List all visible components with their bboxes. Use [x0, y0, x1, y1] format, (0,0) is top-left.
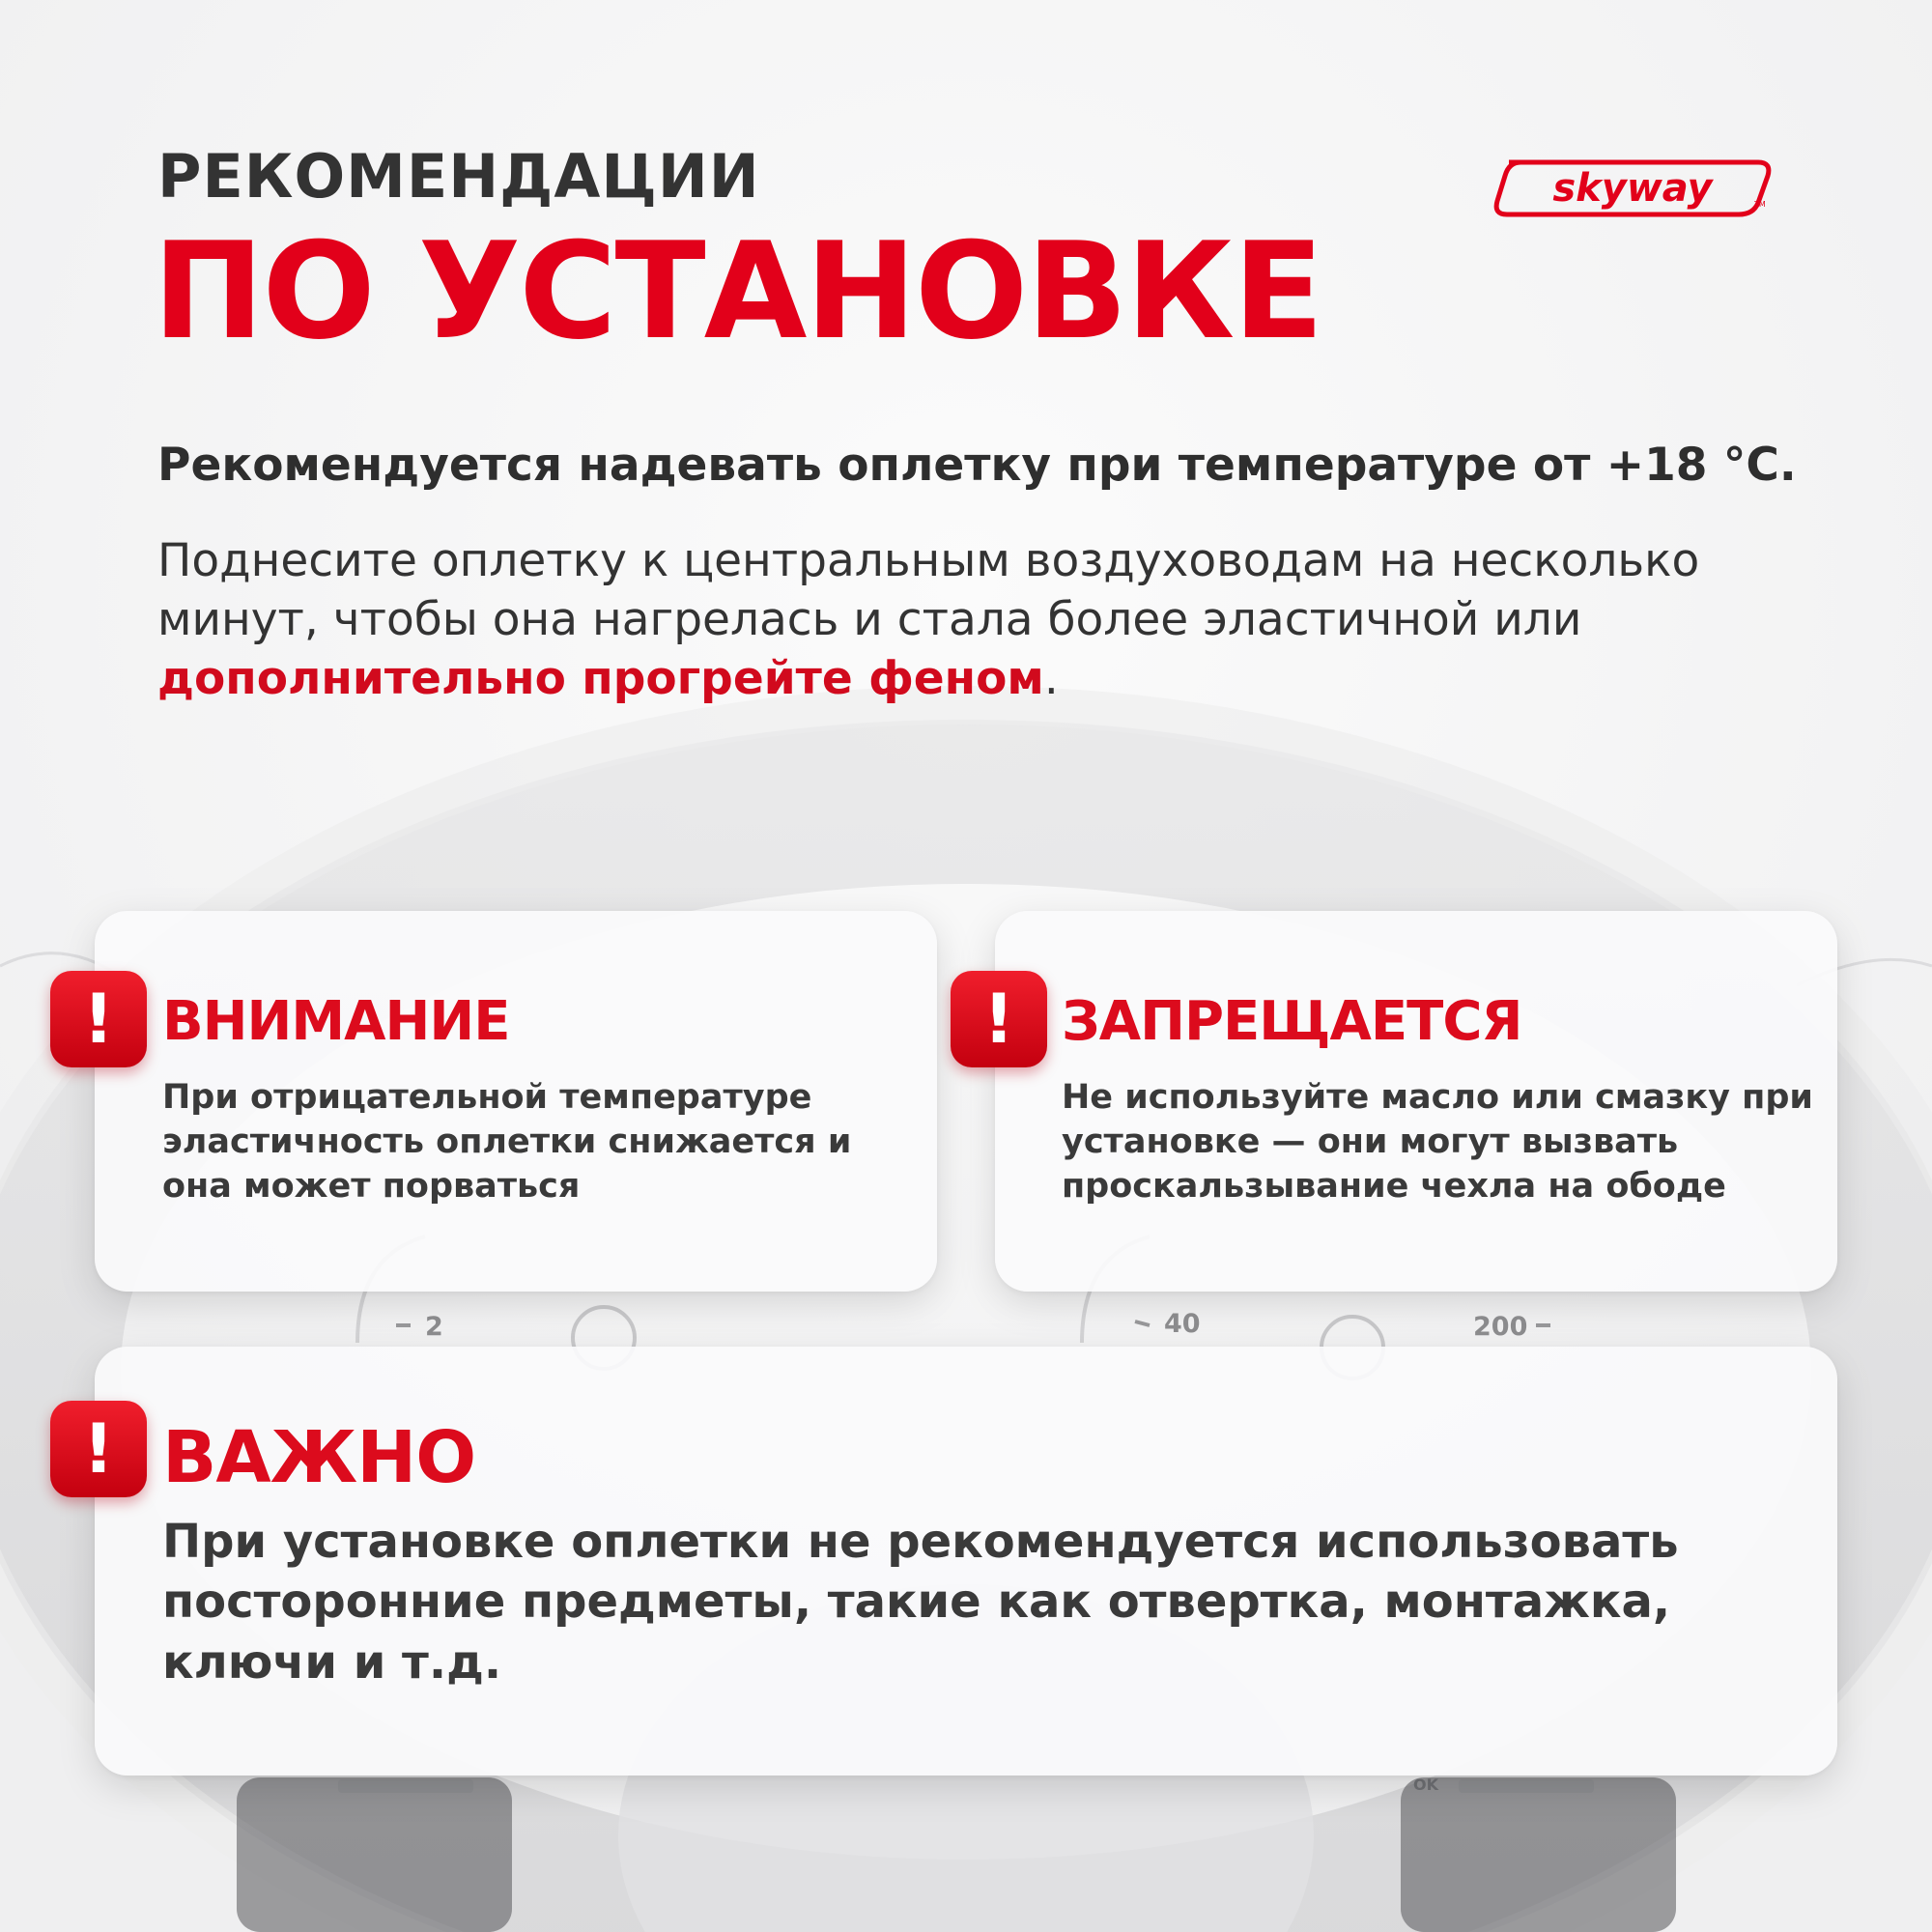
- hairdryer-highlight: дополнительно прогрейте феном: [157, 652, 1044, 706]
- exclamation-icon: !: [50, 971, 147, 1067]
- page-eyebrow: РЕКОМЕНДАЦИИ: [157, 141, 760, 212]
- warming-instructions: [157, 531, 1838, 708]
- svg-text:skyway: skyway: [1552, 166, 1713, 211]
- attention-text: При отрицательной температуре эластичность оплетки снижается и она может порваться: [162, 1078, 852, 1207]
- attention-title: ВНИМАНИЕ: [162, 990, 510, 1053]
- forbidden-title: ЗАПРЕЩАЕТСЯ: [1062, 990, 1522, 1053]
- important-title: ВАЖНО: [162, 1416, 476, 1499]
- gauge-mark-right-high: 200: [1473, 1312, 1528, 1342]
- exclamation-icon: !: [50, 1401, 147, 1497]
- forbidden-text: Не используйте масло или смазку при установке — они могут вызвать проскальзывание чехла на ободе: [1062, 1078, 1813, 1207]
- exclamation-icon: !: [951, 971, 1047, 1067]
- page-title: ПО УСТАНОВКЕ: [153, 213, 1322, 369]
- gauge-mark-right-low: 40: [1164, 1309, 1201, 1339]
- important-text: При установке оплетки не рекомендуется использовать посторонние предметы, такие как отвертка, монтажка, ключи и т.д.: [162, 1515, 1679, 1690]
- svg-text:TM: TM: [1754, 200, 1766, 209]
- skyway-logo: [1492, 158, 1774, 218]
- ok-button-label: OK: [1413, 1776, 1438, 1794]
- warming-instructions-end: .: [1043, 652, 1059, 706]
- warming-instructions-text: Поднесите оплетку к центральным воздуховодам на несколько минут, чтобы она нагрелась и стала более эластичной или: [157, 534, 1700, 647]
- temperature-recommendation: Рекомендуется надевать оплетку при температуре от +18 °C.: [157, 439, 1797, 492]
- gauge-mark-left: 2: [425, 1312, 443, 1342]
